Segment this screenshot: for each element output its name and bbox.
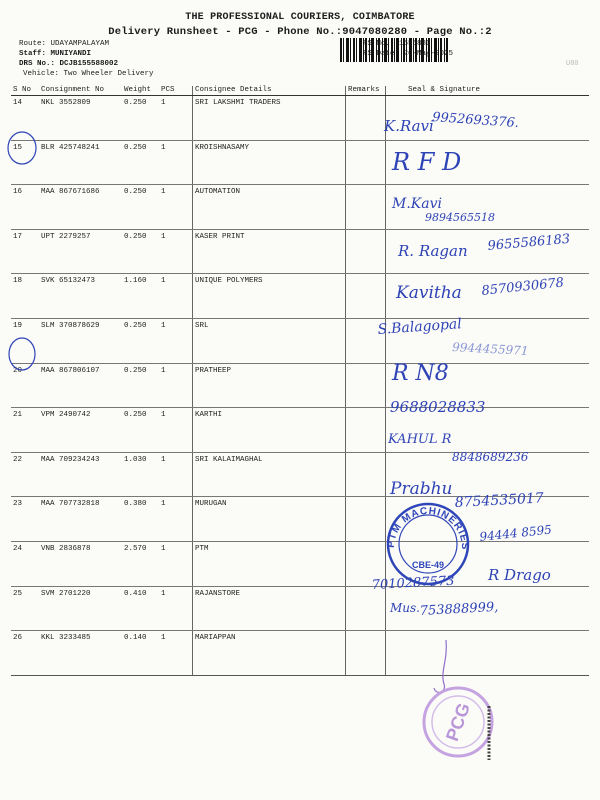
seal-signature-cell (386, 318, 590, 363)
remarks-cell (346, 229, 386, 274)
pcs-cell: 1 (159, 318, 193, 363)
pcs-cell: 1 (159, 185, 193, 230)
sno-cell: 24 (11, 541, 39, 586)
seal-signature-cell (386, 229, 590, 274)
consignment-number-cell: VPM 2490742 (39, 408, 122, 453)
pcs-cell: 1 (159, 274, 193, 319)
consignee-cell: SRI LAKSHMI TRADERS (193, 96, 346, 141)
table-row (11, 363, 589, 408)
stamp-bottom-text: CBE-49 (411, 560, 445, 570)
weight-cell: 1.030 (122, 452, 159, 497)
signature-row-18: Kavitha (396, 283, 462, 303)
table-row (11, 96, 589, 141)
weight-cell: 0.250 (122, 318, 159, 363)
phone-row-19: 9944455971 (451, 340, 529, 358)
consignment-number-cell: VNB 2836878 (39, 541, 122, 586)
remarks-cell (346, 497, 386, 542)
drs-value: DCJB155588002 (59, 60, 119, 68)
signature-row-15: R F D (392, 148, 462, 176)
consignee-cell: SRI KALAIMAGHAL (193, 452, 346, 497)
rs-date: RS Date: 26-May-2025 (363, 50, 454, 58)
remarks-cell (346, 96, 386, 141)
runsheet-meta-right (363, 39, 453, 59)
seal-signature-cell (386, 274, 590, 319)
phone-row-14: 9952693376. (431, 110, 520, 132)
faint-number: U80 (566, 60, 579, 68)
signature-row-23: Prabhu (390, 479, 453, 499)
consignment-number-cell: BLR 425748241 (39, 140, 122, 185)
seal-signature-cell (386, 363, 590, 408)
consignee-cell: MURUGAN (193, 497, 346, 542)
consignment-number-cell: UPT 2279257 (39, 229, 122, 274)
consignment-number-cell: MAA 709234243 (39, 452, 122, 497)
remarks-cell (346, 408, 386, 453)
remarks-cell (346, 318, 386, 363)
col-header-pcs: PCS (159, 86, 193, 96)
col-header-seal-signature: Seal & Signature (386, 86, 590, 96)
table-row (11, 274, 589, 319)
weight-cell: 0.410 (122, 586, 159, 631)
consignment-number-cell: MAA 707732818 (39, 497, 122, 542)
seal-signature-cell (386, 541, 590, 586)
pcs-cell: 1 (159, 140, 193, 185)
delivery-rows (11, 96, 589, 676)
consignee-cell: AUTOMATION (193, 185, 346, 230)
remarks-cell (346, 586, 386, 631)
staff-line (19, 49, 154, 59)
remarks-cell (346, 274, 386, 319)
table-row (11, 229, 589, 274)
table-row (11, 140, 589, 185)
pcs-cell: 1 (159, 497, 193, 542)
signature-row-17: R. Ragan (398, 242, 468, 260)
col-header-weight: Weight (122, 86, 159, 96)
weight-cell: 0.250 (122, 140, 159, 185)
table-header-row (11, 86, 589, 96)
consignee-cell: MARIAPPAN (193, 631, 346, 676)
col-header-remarks: Remarks (346, 86, 386, 96)
drs-line (19, 59, 154, 69)
signature-row-19: S.Balagopal (377, 316, 463, 338)
table-row (11, 452, 589, 497)
signature-row-22: KAHUL R (388, 432, 452, 447)
phone-row-25: 7010287573 (371, 573, 455, 593)
weight-cell: 0.250 (122, 185, 159, 230)
phone-row-21: 9688028833 (390, 398, 486, 416)
weight-cell: 0.250 (122, 363, 159, 408)
table-row (11, 631, 589, 676)
pcs-cell: 1 (159, 363, 193, 408)
runsheet-subtitle: Delivery Runsheet - PCG - Phone No.:9047080280 - Page No.:2 (108, 26, 492, 38)
weight-cell: 0.250 (122, 96, 159, 141)
phone-row-23: 8754535017 (454, 490, 545, 511)
rs-number: RS No.: 1555880 (363, 40, 431, 48)
weight-cell: 1.160 (122, 274, 159, 319)
seal-signature-cell (386, 497, 590, 542)
consignee-cell: KROISHNASAMY (193, 140, 346, 185)
seal-signature-cell (386, 408, 590, 453)
pcs-cell: 1 (159, 631, 193, 676)
sno-cell: 25 (11, 586, 39, 631)
remarks-cell (346, 452, 386, 497)
sno-cell: 15 (11, 140, 39, 185)
sno-cell: 21 (11, 408, 39, 453)
pcs-cell: 1 (159, 229, 193, 274)
remarks-cell (346, 541, 386, 586)
delivery-table (11, 86, 589, 676)
consignment-number-cell: SVM 2701220 (39, 586, 122, 631)
vehicle-text: Vehicle: Two Wheeler Delivery (23, 70, 154, 78)
drs-label: DRS No.: (19, 60, 56, 68)
phone-row-18: 8570930678 (480, 275, 565, 299)
signature-row-25: R Drago (488, 566, 551, 584)
pcs-cell: 1 (159, 541, 193, 586)
staff-label: Staff: (19, 50, 47, 58)
weight-cell: 0.140 (122, 631, 159, 676)
staff-value: MUNIYANDI (50, 50, 92, 58)
seal-signature-cell (386, 631, 590, 676)
consignee-cell: SRL (193, 318, 346, 363)
sno-cell: 16 (11, 185, 39, 230)
table-row (11, 408, 589, 453)
pcs-cell: 1 (159, 452, 193, 497)
table-row (11, 541, 589, 586)
seal-signature-cell (386, 140, 590, 185)
seal-signature-cell (386, 452, 590, 497)
seal-signature-cell (386, 185, 590, 230)
consignee-cell: KARTHI (193, 408, 346, 453)
table-row (11, 586, 589, 631)
seal-signature-cell (386, 586, 590, 631)
seal-signature-cell (386, 96, 590, 141)
col-header-consignee: Consignee Details (193, 86, 346, 96)
sno-cell: 20 (11, 363, 39, 408)
consignee-cell: KASER PRINT (193, 229, 346, 274)
signature-row-26: Mus. (390, 601, 420, 615)
signature-row-16: M.Kavi (392, 196, 442, 212)
sno-cell: 14 (11, 96, 39, 141)
signature-row-20: R N8 (392, 361, 449, 386)
consignment-number-cell: SLM 370878629 (39, 318, 122, 363)
stamp-top-text: PTM MACHINERIES (385, 505, 471, 551)
sno-cell: 26 (11, 631, 39, 676)
col-header-consignment: Consignment No (39, 86, 122, 96)
sno-cell: 23 (11, 497, 39, 542)
weight-cell: 0.250 (122, 229, 159, 274)
route-text: Route: UDAYAMPALAYAM (19, 40, 110, 48)
sno-cell: 19 (11, 318, 39, 363)
company-title: THE PROFESSIONAL COURIERS, COIMBATORE (185, 12, 415, 23)
weight-cell: 2.570 (122, 541, 159, 586)
signature-row-14: K.Ravi (384, 117, 434, 135)
sno-cell: 17 (11, 229, 39, 274)
runsheet-meta-left (19, 39, 154, 79)
consignment-number-cell: MAA 867806107 (39, 363, 122, 408)
consignment-number-cell: SVK 65132473 (39, 274, 122, 319)
phone-row-26: 753888999, (419, 599, 499, 619)
weight-cell: 0.250 (122, 408, 159, 453)
col-header-sno: S No (11, 86, 39, 96)
table-row (11, 497, 589, 542)
table-row (11, 185, 589, 230)
table-row (11, 318, 589, 363)
pcs-cell: 1 (159, 96, 193, 141)
consignment-number-cell: KKL 3233485 (39, 631, 122, 676)
remarks-cell (346, 631, 386, 676)
consignee-cell: UNIQUE POLYMERS (193, 274, 346, 319)
remarks-cell (346, 140, 386, 185)
consignee-cell: RAJANSTORE (193, 586, 346, 631)
pcs-cell: 1 (159, 586, 193, 631)
phone-row-22: 8848689236 (452, 450, 529, 464)
remarks-cell (346, 363, 386, 408)
remarks-cell (346, 185, 386, 230)
pcs-cell: 1 (159, 408, 193, 453)
sno-cell: 18 (11, 274, 39, 319)
phone-row-16: 9894565518 (425, 211, 495, 224)
consignment-number-cell: NKL 3552809 (39, 96, 122, 141)
phone-row-17: 9655586183 (487, 231, 571, 254)
consignment-number-cell: MAA 867671686 (39, 185, 122, 230)
consignee-cell: PTM (193, 541, 346, 586)
weight-cell: 0.380 (122, 497, 159, 542)
phone-row-24: 94444 8595 (478, 522, 553, 544)
faded-stamp-text: PCG (441, 700, 475, 744)
sno-cell: 22 (11, 452, 39, 497)
consignee-cell: PRATHEEP (193, 363, 346, 408)
